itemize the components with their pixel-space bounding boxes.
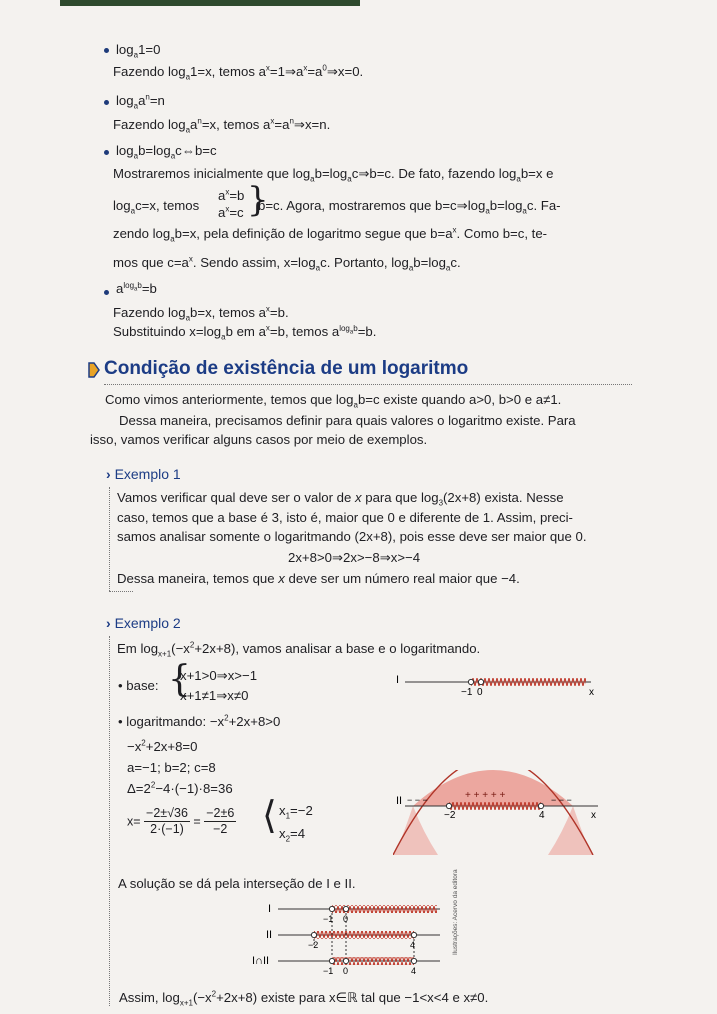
root-1: $x_1=-2$ [279,803,313,821]
example-1-equation: 2x+8>0⇒2x>−8⇒x>−4 [288,550,421,565]
logarithmand-label: • logaritmando: $-x^2+2x+8>0$ [118,713,281,729]
example-2-border [109,636,110,1006]
example-1-line-1: Vamos verificar qual deve ser o valor de x para que $\log_3(2x+8)$ exista. Nesse [117,490,564,508]
diagram-intersection [250,898,450,978]
property-2-title: $\log_aa^n=n$ [116,92,165,111]
base-condition-1: x+1>0⇒x>−1 [180,668,258,683]
root-2: $x_2=4$ [279,826,306,844]
step-2: a=−1; b=2; c=8 [127,760,216,775]
property-3-line-2b: b=c. Agora, mostraremos que $b=c\Rightarrow\log_ab=\log_ac$. Fa- [258,198,561,216]
example-1-border-bottom [109,591,133,592]
section-paragraph-1: Como vimos anteriormente, temos que $\log_ab=c$ existe quando a>0, b>0 e a≠1. [105,392,562,410]
property-4-line-1: Fazendo $\log_ab=x$, temos $a^x=b$. [113,304,289,323]
property-3-system: $a^x=b$ $a^x=c$ [218,187,245,220]
chevron-right-icon: › [106,466,111,482]
diagram-base-number-line [393,670,603,700]
diagram-2-minus-left: − − − [407,795,428,805]
base-condition-2: x+1≠1⇒x≠0 [180,688,249,703]
bullet-icon [104,100,109,105]
diagram-logarithmand-parabola [393,770,603,855]
section-paragraph-3: isso, vamos verificar alguns casos por meio de exemplos. [90,432,428,447]
example-2-line-1: Em $\log_{x+1}(-x^2+2x+8)$, vamos analisar a base e o logaritmando. [117,640,481,659]
chevron-right-icon: › [106,615,111,631]
diagram-2-plus-signs: + + + + + [465,790,506,801]
bullet-icon [104,48,109,53]
intersect-label-2: II [266,929,273,941]
diagram-2-axis-x: x [591,810,596,821]
base-label: • base: [118,678,159,693]
diagram-2-tick-neg2: −2 [444,810,456,821]
diagram-2-minus-right: − − − [551,795,572,805]
intersect-tick-b2: 4 [410,940,416,950]
diagram-2-label: II [396,795,403,807]
diagram-2-tick-4: 4 [539,810,545,821]
section-marker-icon [88,362,100,378]
example-1-title: › Exemplo 1 [106,466,181,482]
final-statement: Assim, $\log_{x+1}(-x^2+2x+8)$ existe para x∈ℝ tal que −1<x<4 e x≠0. [119,989,489,1008]
property-2-text: Fazendo $\log_aa^n=x$, temos $a^x=a^n\Rightarrow x=n$. [113,116,331,135]
example-2-title: › Exemplo 2 [106,615,181,631]
right-brace: } [247,180,269,220]
heading-divider [104,384,632,385]
property-3-line-2: $\log_ac=x$, temos [113,198,200,216]
property-1-title: $\log_a1=0$ [116,42,161,60]
property-4-title: $a^{log_ab}=b$ [116,280,157,296]
intersect-tick-a1: −1 [323,914,334,924]
step-4: x= $\frac{-2\pm√36}{2\cdot(-1)}$ = $\frac{-2\pm 6}{-2}$ [127,806,235,836]
property-1-text: Fazendo $\log_a1=x$, temos $a^x=1\Rightarrow a^x=a^0\Rightarrow x=0$. [113,63,364,82]
section-paragraph-2: Dessa maneira, precisamos definir para quais valores o logaritmo existe. Para [119,413,576,428]
intersect-tick-a2: 0 [343,914,349,924]
example-1-border [109,487,110,591]
section-heading: Condição de existência de um logaritmo [104,358,469,379]
left-brace: { [168,659,191,700]
intersect-tick-c3: 4 [411,966,417,976]
step-3: $\Delta=2^2-4\cdot(-1)\cdot 8=36$ [127,780,233,796]
bullet-icon [104,290,109,295]
example-1-line-4: Dessa maneira, temos que x deve ser um número real maior que −4. [117,571,520,586]
diagram-1-label: I [396,674,400,686]
left-angle-brace: ⟨ [262,793,277,837]
top-decorative-strip [60,0,360,6]
property-4-line-2: Substituindo $x=\log_ab$ em $a^x=b$, temos $a^{log_ab}=b$. [113,323,377,342]
property-3-line-3: zendo $\log_ab=x$, pela definição de logaritmo segue que $b=a^x$. Como b=c, te- [113,225,548,244]
solution-text: A solução se dá pela interseção de I e II. [118,876,356,891]
bullet-icon [104,150,109,155]
intersect-label-1: I [268,903,272,915]
step-1: $-x^2+2x+8=0$ [127,738,198,754]
example-1-line-2: caso, temos que a base é 3, isto é, maior que 0 e diferente de 1. Assim, preci- [117,510,573,525]
diagram-1-tick-neg1: −1 [461,687,473,698]
property-3-line-1: Mostraremos inicialmente que $\log_ab=\log_ac\Rightarrow b=c$. De fato, fazendo $\log_ab=x$ e [113,166,554,184]
diagram-1-tick-0: 0 [477,687,483,698]
intersect-tick-b1: −2 [308,940,319,950]
intersect-tick-c1: −1 [323,966,334,976]
example-1-line-3: samos analisar somente o logaritmando (2x+8), pois esse deve ser maior que 0. [117,529,587,544]
diagram-1-axis-x: x [589,687,594,698]
property-3-title: $\log_ab=\log_ac\Leftrightarrow b=c$ [116,143,217,161]
intersect-tick-c2: 0 [343,966,349,976]
property-3-line-4: mos que $c=a^x$. Sendo assim, $x=\log_ac$. Portanto, $\log_ab=\log_ac$. [113,254,461,273]
intersect-label-3: I∩II [252,955,270,967]
illustration-credit: Ilustrações: Acervo da editora [452,869,459,955]
